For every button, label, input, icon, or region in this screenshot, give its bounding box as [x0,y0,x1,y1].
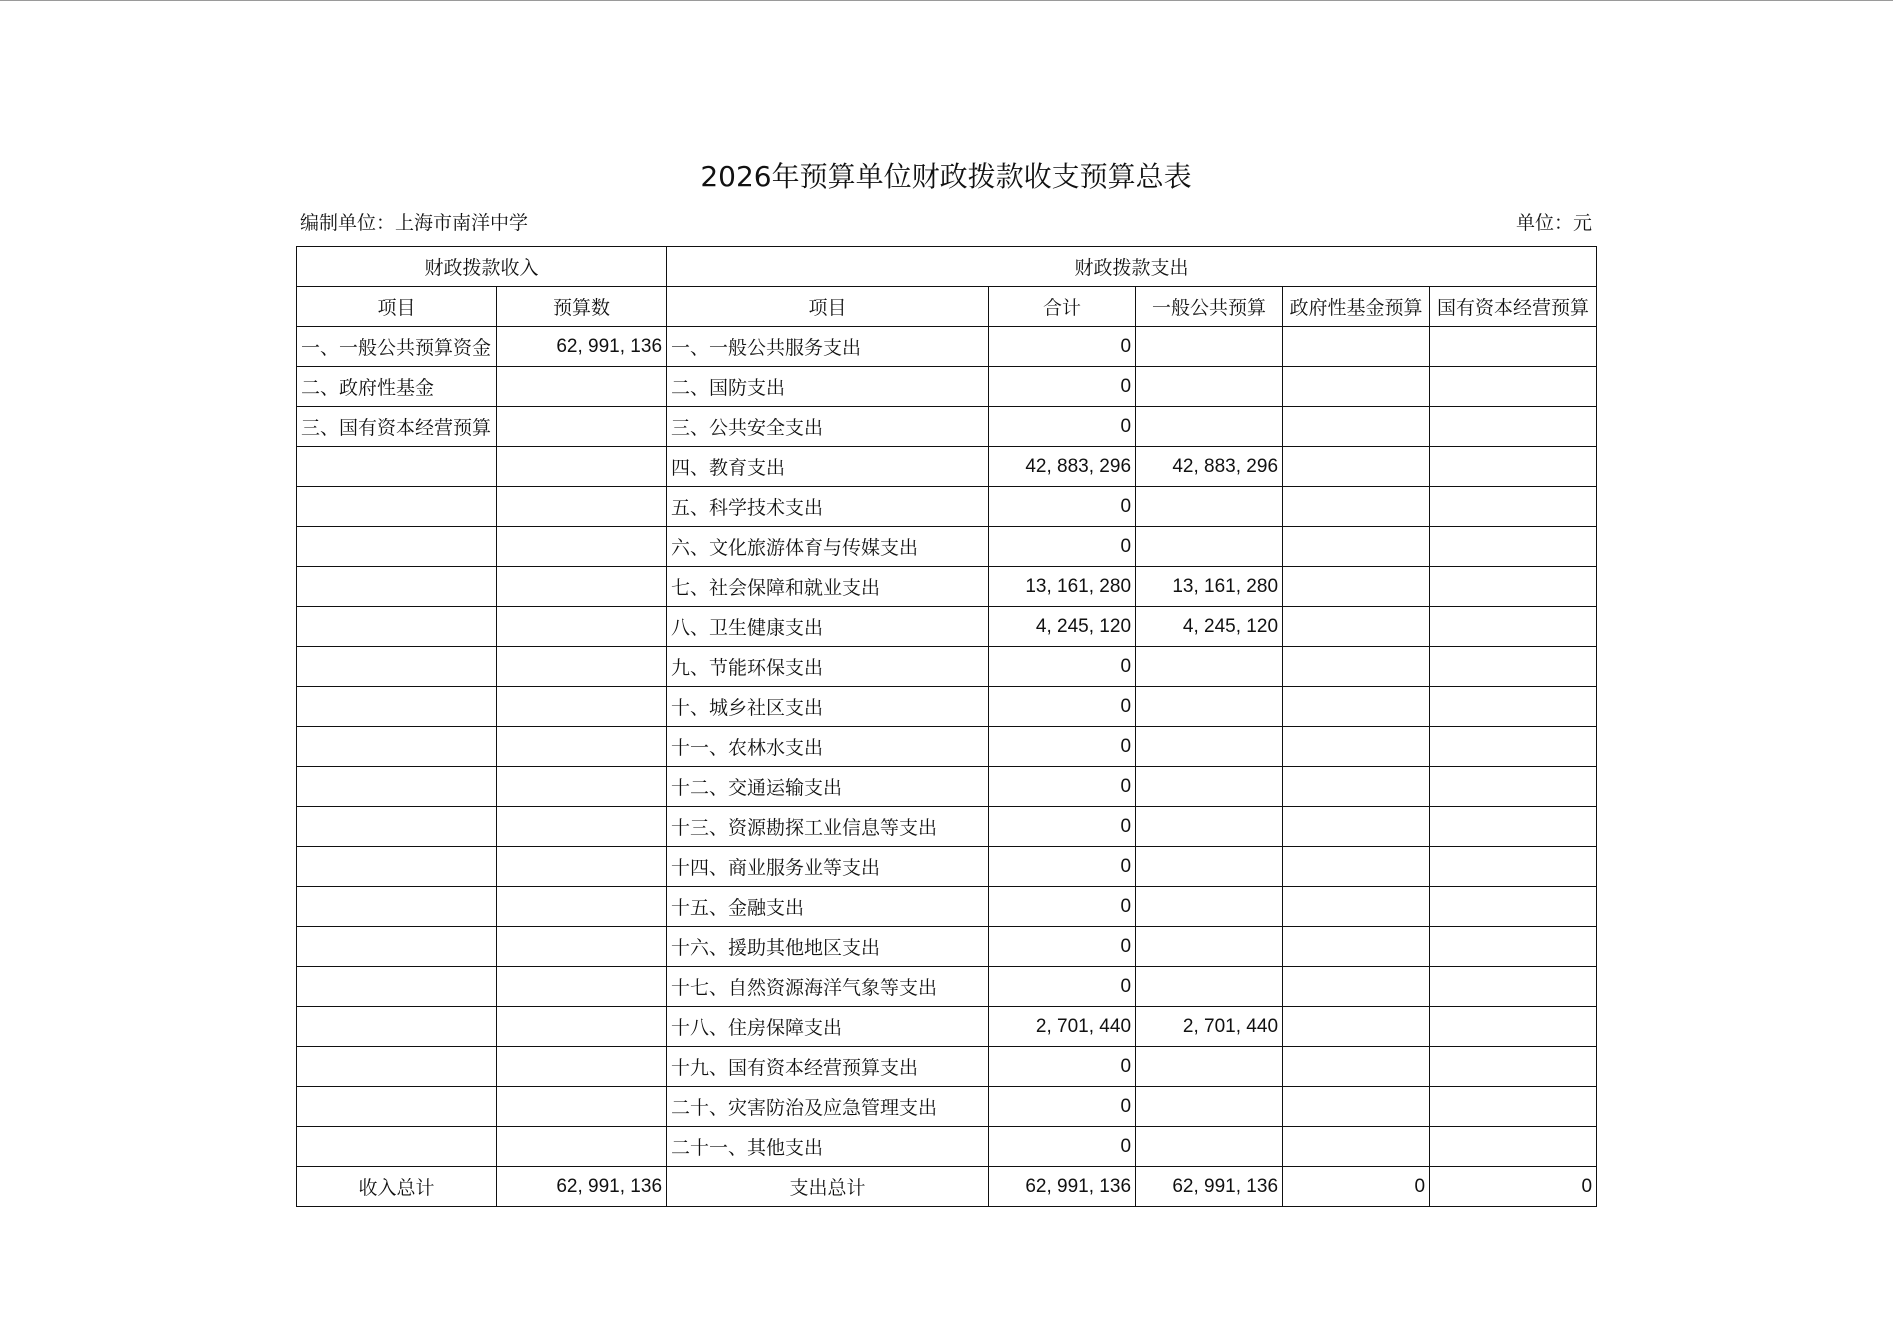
gov-fund-cell [1283,967,1430,1007]
income-item-cell [297,807,497,847]
expense-item-cell: 十一、农林水支出 [667,727,989,767]
compiling-unit: 编制单位：上海市南洋中学 [300,212,529,234]
table-row [297,567,1597,607]
state-capital-cell [1430,407,1597,447]
gov-fund-cell [1283,767,1430,807]
gov-fund-cell [1283,1087,1430,1127]
state-capital-cell [1430,607,1597,647]
income-amount-cell [497,607,667,647]
income-item-cell: 一、一般公共预算资金 [297,327,497,367]
expense-item-cell: 七、社会保障和就业支出 [667,567,989,607]
gov-fund-cell [1283,1127,1430,1167]
totals-row [297,1167,1597,1207]
gov-fund-cell [1283,847,1430,887]
general-budget-cell [1136,327,1283,367]
expense-total-cell: 0 [989,1087,1136,1127]
income-item-cell: 三、国有资本经营预算 [297,407,497,447]
income-item-cell [297,607,497,647]
expense-item-cell: 一、一般公共服务支出 [667,327,989,367]
expense-item-cell: 五、科学技术支出 [667,487,989,527]
column-header: 国有资本经营预算 [1430,287,1597,327]
column-header: 合计 [989,287,1136,327]
general-budget-cell [1136,767,1283,807]
gov-fund-cell [1283,327,1430,367]
table-row [297,327,1597,367]
table-row [297,807,1597,847]
income-item-cell [297,1047,497,1087]
table-row [297,407,1597,447]
table-row [297,487,1597,527]
income-amount-cell [497,967,667,1007]
state-capital-cell [1430,727,1597,767]
income-amount-cell [497,927,667,967]
income-item-cell: 二、政府性基金 [297,367,497,407]
table-row [297,1087,1597,1127]
general-budget-cell [1136,367,1283,407]
expense-total-cell: 0 [989,1127,1136,1167]
income-item-cell [297,1087,497,1127]
gov-fund-cell [1283,447,1430,487]
expense-total-amount: 62, 991, 136 [989,1167,1136,1207]
expense-item-cell: 十、城乡社区支出 [667,687,989,727]
state-capital-cell [1430,767,1597,807]
income-amount-cell [497,1047,667,1087]
expense-item-cell: 十三、资源勘探工业信息等支出 [667,807,989,847]
column-header-row [297,287,1597,327]
general-budget-total: 62, 991, 136 [1136,1167,1283,1207]
income-item-cell [297,927,497,967]
state-capital-cell [1430,367,1597,407]
gov-fund-cell [1283,367,1430,407]
general-budget-cell [1136,927,1283,967]
state-capital-cell [1430,927,1597,967]
column-header: 预算数 [497,287,667,327]
expense-group-header: 财政拨款支出 [667,247,1597,287]
table-row [297,967,1597,1007]
table-row [297,767,1597,807]
table-row [297,527,1597,567]
expense-total-cell: 2, 701, 440 [989,1007,1136,1047]
table-row [297,887,1597,927]
state-capital-cell [1430,1087,1597,1127]
income-amount-cell [497,887,667,927]
income-total-label: 收入总计 [297,1167,497,1207]
income-amount-cell [497,727,667,767]
expense-total-cell: 0 [989,327,1136,367]
income-item-cell [297,687,497,727]
state-capital-cell [1430,647,1597,687]
page-top-rule [0,0,1893,1]
gov-fund-cell [1283,1007,1430,1047]
table-row [297,1007,1597,1047]
gov-fund-cell [1283,647,1430,687]
table-row [297,687,1597,727]
expense-item-cell: 十七、自然资源海洋气象等支出 [667,967,989,1007]
expense-total-cell: 0 [989,1047,1136,1087]
state-capital-cell [1430,1007,1597,1047]
income-item-cell [297,727,497,767]
gov-fund-cell [1283,687,1430,727]
gov-fund-cell [1283,487,1430,527]
expense-item-cell: 十九、国有资本经营预算支出 [667,1047,989,1087]
expense-total-cell: 0 [989,967,1136,1007]
table-row [297,447,1597,487]
state-capital-cell [1430,807,1597,847]
general-budget-cell [1136,1127,1283,1167]
income-amount-cell [497,407,667,447]
gov-fund-total: 0 [1283,1167,1430,1207]
expense-total-cell: 0 [989,887,1136,927]
table-row [297,607,1597,647]
gov-fund-cell [1283,887,1430,927]
expense-total-cell: 0 [989,367,1136,407]
state-capital-cell [1430,887,1597,927]
state-capital-total: 0 [1430,1167,1597,1207]
expense-total-cell: 13, 161, 280 [989,567,1136,607]
income-item-cell [297,767,497,807]
expense-item-cell: 四、教育支出 [667,447,989,487]
general-budget-cell [1136,887,1283,927]
expense-item-cell: 九、节能环保支出 [667,647,989,687]
gov-fund-cell [1283,927,1430,967]
expense-total-cell: 0 [989,687,1136,727]
state-capital-cell [1430,967,1597,1007]
general-budget-cell: 13, 161, 280 [1136,567,1283,607]
table-row [297,727,1597,767]
general-budget-cell [1136,807,1283,847]
expense-item-cell: 二十一、其他支出 [667,1127,989,1167]
document-title: 2026年预算单位财政拨款收支预算总表 [700,160,1192,193]
income-item-cell [297,487,497,527]
income-item-cell [297,887,497,927]
general-budget-cell [1136,487,1283,527]
income-item-cell [297,567,497,607]
state-capital-cell [1430,527,1597,567]
income-amount-cell [497,647,667,687]
expense-item-cell: 十二、交通运输支出 [667,767,989,807]
general-budget-cell [1136,527,1283,567]
table-row [297,1047,1597,1087]
general-budget-cell [1136,1087,1283,1127]
state-capital-cell [1430,1047,1597,1087]
income-item-cell [297,847,497,887]
income-amount-cell: 62, 991, 136 [497,327,667,367]
expense-item-cell: 八、卫生健康支出 [667,607,989,647]
expense-total-cell: 0 [989,407,1136,447]
gov-fund-cell [1283,527,1430,567]
income-item-cell [297,647,497,687]
expense-item-cell: 三、公共安全支出 [667,407,989,447]
gov-fund-cell [1283,807,1430,847]
column-header: 项目 [297,287,497,327]
expense-total-cell: 4, 245, 120 [989,607,1136,647]
gov-fund-cell [1283,727,1430,767]
expense-total-cell: 0 [989,647,1136,687]
income-amount-cell [497,447,667,487]
income-item-cell [297,967,497,1007]
expense-total-label: 支出总计 [667,1167,989,1207]
general-budget-cell: 42, 883, 296 [1136,447,1283,487]
income-amount-cell [497,367,667,407]
table-body [297,327,1597,1167]
general-budget-cell [1136,1047,1283,1087]
general-budget-cell [1136,407,1283,447]
table-row [297,1127,1597,1167]
general-budget-cell [1136,647,1283,687]
budget-summary-table [296,246,1597,1207]
general-budget-cell [1136,847,1283,887]
income-item-cell [297,1127,497,1167]
gov-fund-cell [1283,1047,1430,1087]
table-row [297,647,1597,687]
general-budget-cell [1136,727,1283,767]
expense-item-cell: 十五、金融支出 [667,887,989,927]
income-amount-cell [497,1087,667,1127]
income-item-cell [297,1007,497,1047]
column-header: 项目 [667,287,989,327]
expense-item-cell: 二十、灾害防治及应急管理支出 [667,1087,989,1127]
state-capital-cell [1430,487,1597,527]
state-capital-cell [1430,847,1597,887]
expense-item-cell: 十四、商业服务业等支出 [667,847,989,887]
table-row [297,847,1597,887]
expense-item-cell: 二、国防支出 [667,367,989,407]
group-header-row [297,247,1597,287]
income-amount-cell [497,767,667,807]
expense-total-cell: 0 [989,527,1136,567]
gov-fund-cell [1283,407,1430,447]
state-capital-cell [1430,687,1597,727]
state-capital-cell [1430,1127,1597,1167]
state-capital-cell [1430,327,1597,367]
expense-total-cell: 0 [989,807,1136,847]
income-amount-cell [497,567,667,607]
expense-total-cell: 42, 883, 296 [989,447,1136,487]
gov-fund-cell [1283,567,1430,607]
income-amount-cell [497,847,667,887]
table-row [297,367,1597,407]
expense-item-cell: 十六、援助其他地区支出 [667,927,989,967]
gov-fund-cell [1283,607,1430,647]
income-item-cell [297,527,497,567]
expense-total-cell: 0 [989,767,1136,807]
table-row [297,927,1597,967]
expense-item-cell: 十八、住房保障支出 [667,1007,989,1047]
column-header: 政府性基金预算 [1283,287,1430,327]
income-amount-cell [497,807,667,847]
general-budget-cell [1136,967,1283,1007]
currency-unit: 单位：元 [1515,212,1592,234]
state-capital-cell [1430,447,1597,487]
general-budget-cell [1136,687,1283,727]
income-amount-cell [497,487,667,527]
expense-total-cell: 0 [989,847,1136,887]
state-capital-cell [1430,567,1597,607]
income-amount-cell [497,687,667,727]
income-amount-cell [497,1007,667,1047]
income-group-header: 财政拨款收入 [297,247,667,287]
income-item-cell [297,447,497,487]
expense-total-cell: 0 [989,927,1136,967]
expense-total-cell: 0 [989,727,1136,767]
general-budget-cell: 4, 245, 120 [1136,607,1283,647]
expense-total-cell: 0 [989,487,1136,527]
expense-item-cell: 六、文化旅游体育与传媒支出 [667,527,989,567]
column-header: 一般公共预算 [1136,287,1283,327]
income-total-amount: 62, 991, 136 [497,1167,667,1207]
income-amount-cell [497,527,667,567]
income-amount-cell [497,1127,667,1167]
general-budget-cell: 2, 701, 440 [1136,1007,1283,1047]
